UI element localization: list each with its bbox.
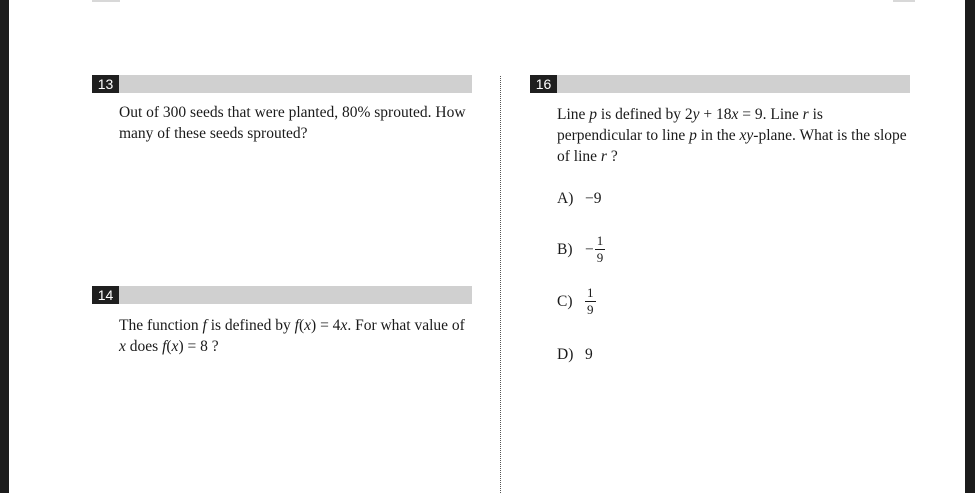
question-13-header (92, 75, 472, 93)
choice-letter: D) (557, 346, 574, 363)
column-divider (500, 76, 501, 493)
question-16-header (530, 75, 910, 93)
question-number: 13 (92, 75, 119, 93)
choice-c[interactable] (557, 286, 596, 317)
choice-letter: C) (557, 292, 573, 310)
choice-b[interactable] (557, 234, 605, 265)
question-number: 16 (530, 75, 557, 93)
choice-value: 9 (585, 346, 593, 363)
choice-d[interactable] (557, 345, 593, 365)
top-edge-mark (92, 0, 120, 2)
fraction-denominator: 9 (587, 302, 594, 317)
choice-letter: A) (557, 190, 574, 207)
question-14-text: The function f is defined by f(x) = 4x. For what value of x does f(x) = 8 ? (119, 317, 465, 355)
choice-value: −9 (585, 190, 602, 207)
question-13-text: Out of 300 seeds that were planted, 80% sprouted. How many of these seeds sprouted? (119, 104, 466, 142)
test-page (9, 0, 965, 493)
fraction-numerator: 1 (596, 233, 604, 248)
choice-a[interactable] (557, 189, 602, 209)
question-number: 14 (92, 286, 119, 304)
question-16-text: Line p is defined by 2y + 18x = 9. Line r is perpendicular to line p in the xy-plane. What is the slope of line r ? (557, 106, 907, 165)
fraction-numerator: 1 (587, 285, 594, 300)
fraction (585, 286, 596, 317)
fraction-denominator: 9 (596, 250, 604, 265)
choice-letter: B) (557, 240, 573, 258)
fraction (595, 234, 606, 265)
question-14-header (92, 286, 472, 304)
minus-sign: − (585, 240, 594, 258)
top-edge-mark (893, 0, 915, 2)
